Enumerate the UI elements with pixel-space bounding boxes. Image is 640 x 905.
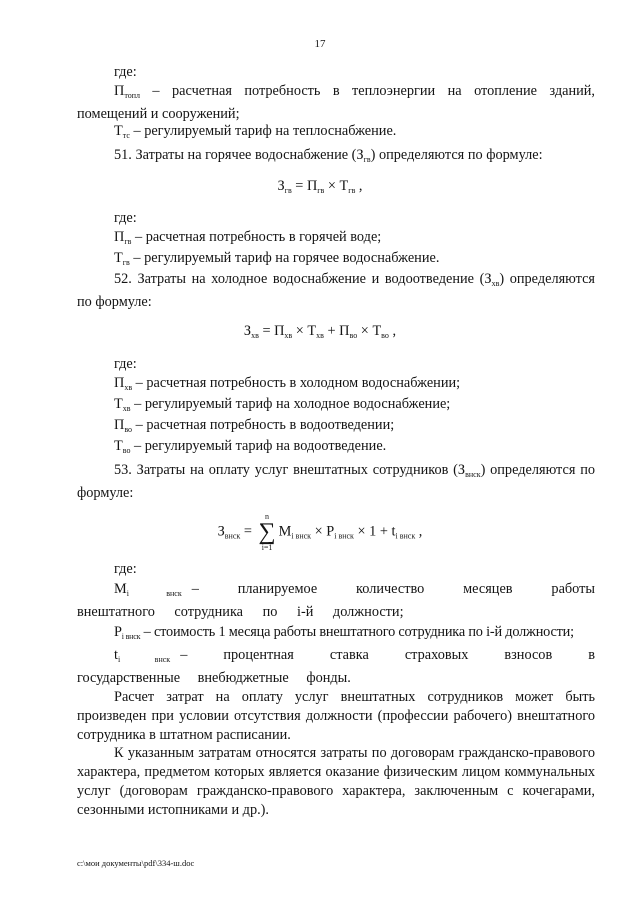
formula-subscript: гв xyxy=(348,186,356,195)
formula-subscript: внск xyxy=(224,531,241,541)
formula-operator: × xyxy=(353,523,370,540)
symbol-subscript: гв xyxy=(124,237,132,246)
formula-operator: , xyxy=(355,178,363,194)
formula-term: Р xyxy=(326,523,335,540)
symbol-subscript: i внск xyxy=(126,589,182,598)
definition-text: – расчетная потребность в теплоэнергии на отопление зданий, помещений и сооружений; xyxy=(77,83,595,122)
definition-p-hv xyxy=(77,374,595,397)
item-text: 52. Затраты на холодное водоснабжение и водоотведение (З xyxy=(114,271,492,287)
formula-subscript: во xyxy=(381,331,389,340)
formula-term: П xyxy=(274,323,285,339)
definition-text: – расчетная потребность в горячей воде; xyxy=(131,229,382,245)
formula-freelance xyxy=(0,512,640,552)
formula-operator: × xyxy=(292,323,308,339)
formula-term: П xyxy=(306,178,318,194)
sum-lower-limit: i=1 xyxy=(261,543,273,552)
definition-text: – регулируемый тариф на горячее водоснабжение. xyxy=(129,250,440,266)
symbol-subscript: топл xyxy=(124,91,140,100)
where-label: где: xyxy=(114,210,137,226)
formula-subscript: i внск xyxy=(395,531,416,541)
item-52 xyxy=(77,270,595,312)
definition-text: – регулируемый тариф на теплоснабжение. xyxy=(129,123,397,139)
definition-t-ts xyxy=(77,122,595,145)
definition-text: – процентная ставка страховых взносов в государственные внебюджетные фонды. xyxy=(77,647,596,686)
definition-text: – расчетная потребность в холодном водоснабжении; xyxy=(132,375,461,391)
formula-operator: × xyxy=(311,523,327,540)
formula-subscript: хв xyxy=(316,331,324,340)
formula-subscript: во xyxy=(349,331,358,340)
symbol-subscript: i внск xyxy=(121,632,141,641)
symbol-subscript: i внск xyxy=(117,655,171,664)
paragraph-costs: К указанным затратам относятся затраты по договорам гражданско-правового характера, предметом которых является оказание физическим лицом коммунальных услуг (договорам гражданско-правового характера, заключенным с кочегарами, сезонными истопниками и др.). xyxy=(77,745,595,818)
definition-p-vo xyxy=(77,416,595,439)
item-text-end: ) определяются по формуле: xyxy=(370,147,543,163)
definition-m xyxy=(77,580,595,622)
formula-subscript: i внск xyxy=(291,531,312,541)
sum-symbol: ∑ xyxy=(258,519,276,545)
symbol-subscript: хв xyxy=(122,404,131,413)
formula-term: 1 + xyxy=(369,523,392,540)
symbol: Т xyxy=(114,250,123,266)
where-label: где: xyxy=(114,561,137,577)
symbol-subscript: тс xyxy=(122,131,130,140)
symbol-subscript: во xyxy=(124,425,133,434)
formula-operator: , xyxy=(388,323,397,339)
page-number: 17 xyxy=(314,38,326,50)
where-label: где: xyxy=(114,64,137,80)
summation-sign xyxy=(259,512,276,552)
item-53 xyxy=(77,461,595,503)
symbol: Т xyxy=(114,396,123,412)
symbol: П xyxy=(114,83,125,99)
formula-operator: + xyxy=(323,323,340,339)
item-text-end: ) определяются по формуле: xyxy=(77,462,595,501)
formula-term: Т xyxy=(372,323,382,339)
symbol: П xyxy=(114,417,125,433)
footer-file-path: c:\мои документы\pdf\334-ш.doc xyxy=(77,858,195,868)
formula-term: П xyxy=(339,323,350,339)
where-label: где: xyxy=(114,356,137,372)
item-subscript: внск xyxy=(465,470,481,479)
definition-text: – стоимость 1 месяца работы внештатного сотрудника по i-й должности; xyxy=(140,624,574,640)
formula-operator: × xyxy=(357,323,373,339)
item-text-end: ) определяются по формуле: xyxy=(77,271,595,310)
formula-operator: × xyxy=(324,178,340,194)
formula-term: З xyxy=(243,323,252,339)
formula-term: t xyxy=(391,523,396,540)
definition-t-vo xyxy=(77,437,595,460)
formula-subscript: i внск xyxy=(334,531,354,541)
formula-operator: = xyxy=(291,178,307,194)
formula-subscript: хв xyxy=(284,331,293,340)
formula-term: М xyxy=(278,523,292,540)
symbol-subscript: хв xyxy=(124,383,133,392)
definition-t-hv xyxy=(77,395,595,418)
formula-subscript: гв xyxy=(317,186,325,195)
definition-p xyxy=(77,623,595,646)
definition-text: – регулируемый тариф на водоотведение. xyxy=(130,438,387,454)
formula-subscript: хв xyxy=(251,331,259,340)
formula-term: З xyxy=(217,523,225,540)
formula-hot-water xyxy=(0,178,640,195)
formula-term: З xyxy=(277,178,285,194)
symbol: Т xyxy=(114,438,123,454)
symbol: t xyxy=(114,647,118,663)
symbol: П xyxy=(114,229,125,245)
formula-subscript: гв xyxy=(284,186,292,195)
item-51 xyxy=(77,146,595,169)
definition-text: – расчетная потребность в водоотведении; xyxy=(132,417,395,433)
formula-operator: = xyxy=(258,323,275,339)
formula-term: Т xyxy=(339,178,349,194)
item-subscript: гв xyxy=(363,155,371,164)
formula-operator: , xyxy=(415,523,423,540)
item-text: 51. Затраты на горячее водоснабжение (З xyxy=(114,147,364,163)
definition-t-gv xyxy=(77,249,595,272)
formula-cold-water xyxy=(0,323,640,340)
symbol-subscript: гв xyxy=(122,258,130,267)
paragraph-calculation: Расчет затрат на оплату услуг внештатных сотрудников может быть произведен при условии отсутствия должности (профессии рабочего) внештатного сотрудника в штатном расписании. xyxy=(77,689,595,743)
definition-p-gv xyxy=(77,228,595,251)
symbol: М xyxy=(114,581,127,597)
item-text: 53. Затраты на оплату услуг внештатных сотрудников (З xyxy=(114,462,466,478)
formula-term: Т xyxy=(307,323,317,339)
sum-upper-limit: n xyxy=(265,512,270,521)
symbol: Т xyxy=(114,123,123,139)
formula-operator: = xyxy=(240,523,256,540)
definition-text: – регулируемый тариф на холодное водоснабжение; xyxy=(130,396,451,412)
definition-p-topl xyxy=(77,82,595,124)
item-subscript: хв xyxy=(491,279,500,288)
definition-text: – планируемое количество месяцев работы внештатного сотрудника по i-й должности; xyxy=(77,581,595,620)
symbol-subscript: во xyxy=(122,446,131,455)
symbol: П xyxy=(114,375,125,391)
symbol: Р xyxy=(114,624,122,640)
definition-t xyxy=(77,646,595,688)
